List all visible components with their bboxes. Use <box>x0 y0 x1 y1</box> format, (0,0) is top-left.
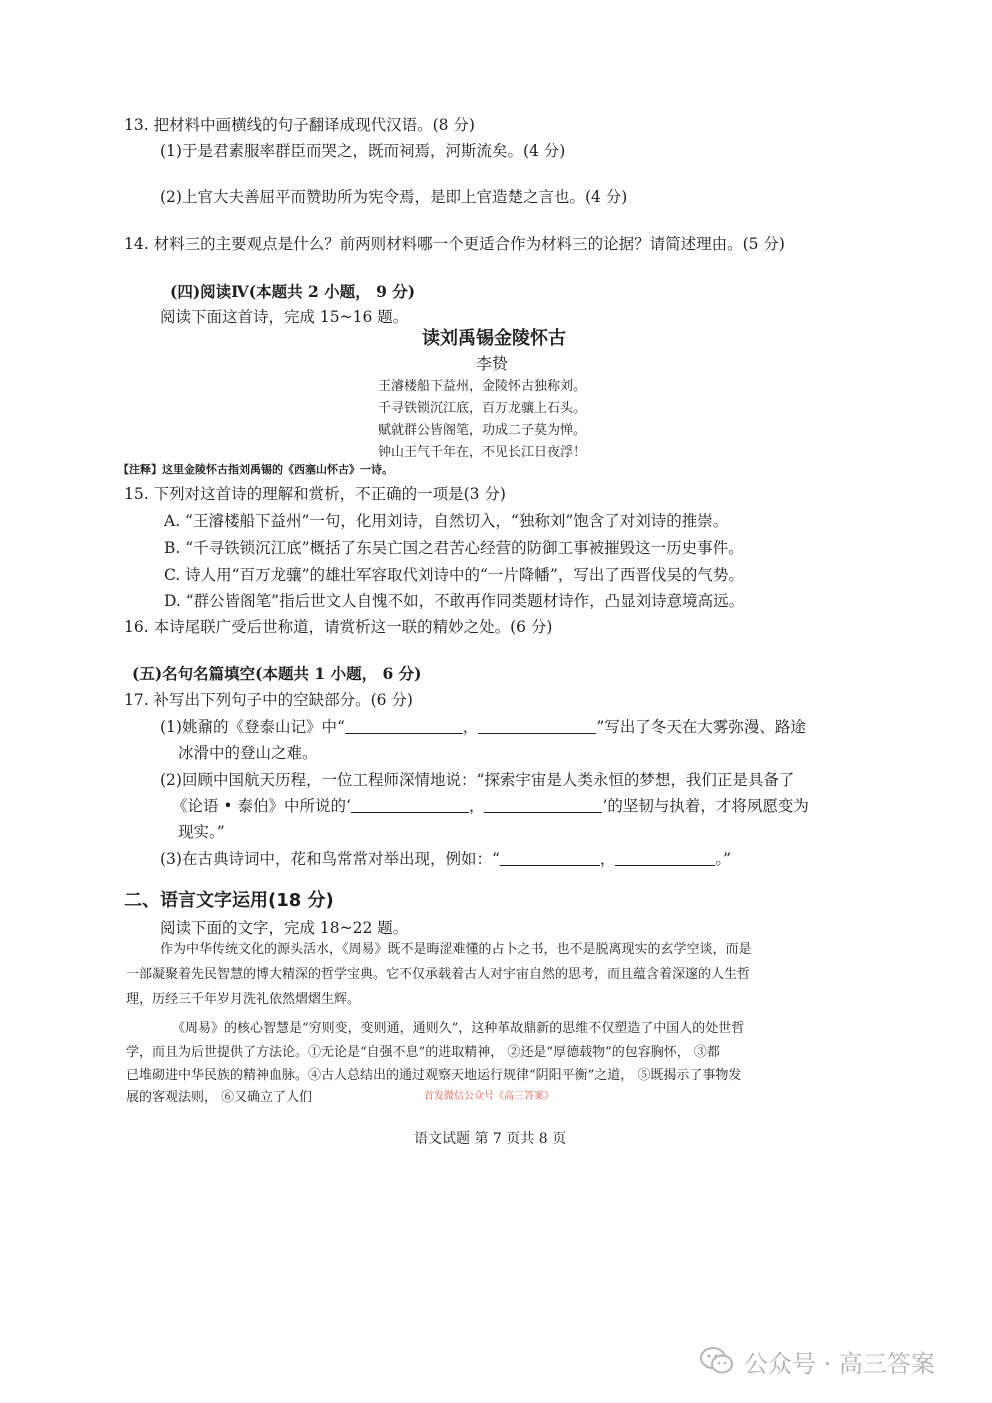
poem-note: 【注释】这里金陵怀古指刘禹锡的《西塞山怀古》一诗。 <box>118 463 393 476</box>
poem-author: 李贽 <box>476 354 509 373</box>
wechat-icon <box>700 1346 734 1376</box>
q17-s2-comma: ， <box>468 797 485 815</box>
answer-blank[interactable] <box>500 849 600 866</box>
q13-sub2: (2)上官大夫善屈平而赞助所为宪令焉，是即上官造楚之言也。(4 分) <box>160 188 628 206</box>
passage-p2-line: 展的客观法则， ⑥又确立了人们 <box>126 1090 313 1105</box>
passage-p1-line: 理，历经三千年岁月洗礼依然熠熠生辉。 <box>126 992 361 1007</box>
q17-s1-text-b: ”写出了冬天在大雾弥漫、路途 <box>596 718 806 736</box>
answer-blank[interactable] <box>615 849 715 866</box>
part2-heading: 二、语言文字运用(18 分) <box>124 890 334 911</box>
answer-blank[interactable] <box>484 796 602 813</box>
q13-sub1: (1)于是君素服率群臣而哭之，既而祠焉，河斯流矣。(4 分) <box>160 142 566 160</box>
section5-heading: (五)名句名篇填空(本题共 1 小题， 6 分) <box>132 664 422 683</box>
q16-stem: 16. 本诗尾联广受后世称道，请赏析这一联的精妙之处。(6 分) <box>124 618 553 636</box>
q17-s3-comma: ， <box>599 850 616 868</box>
answer-blank[interactable] <box>478 717 596 734</box>
passage-p2-line: 学，而且为后世提供了方法论。①无论是“自强不息”的进取精神， ②还是“厚德载物”的包容胸怀， ③都 <box>126 1045 720 1060</box>
q15-option-a: A. “王濬楼船下益州”一句，化用刘诗，自然切入，“独称刘”饱含了对刘诗的推崇。 <box>164 512 729 530</box>
poem-line: 赋就群公皆阁笔，功成二子莫为惮。 <box>378 423 587 438</box>
q17-s2-text-b: 《论语 • 泰伯》中所说的‘ <box>172 797 351 815</box>
q13-stem: 13. 把材料中画横线的句子翻译成现代汉语。(8 分) <box>124 116 475 134</box>
passage-p1-line: 一部凝聚着先民智慧的博大精深的哲学宝典。它不仅承载着古人对宇宙自然的思考，而且蕴含着深邃的人生哲 <box>126 967 751 982</box>
poem-title: 读刘禹锡金陵怀古 <box>422 328 566 349</box>
watermark-text: 首发微信公众号《高三答案》 <box>424 1091 554 1102</box>
passage-p1-line: 作为中华传统文化的源头活水，《周易》既不是晦涩难懂的占卜之书，也不是脱离现实的玄学空谈，而是 <box>160 942 752 957</box>
q17-s1-continued: 冰滑中的登山之难。 <box>178 744 318 762</box>
wechat-badge <box>700 1343 935 1379</box>
poem-line: 王濬楼船下益州，金陵怀古独称刘。 <box>378 379 587 394</box>
q17-s3-text-b: 。” <box>715 850 732 868</box>
q17-s3-text-a: (3)在古典诗词中，花和鸟常常对举出现，例如：“ <box>160 850 500 868</box>
q15-option-d: D. “群公皆阁笔”指后世文人自愧不如，不敢再作同类题材诗作，凸显刘诗意境高远。 <box>164 592 745 610</box>
q17-sentence2: (2)回顾中国航天历程，一位工程师深情地说：“探索宇宙是人类永恒的梦想，我们正是具备了 <box>160 771 795 789</box>
answer-blank[interactable] <box>345 717 463 734</box>
poem-line: 千寻铁锁沉江底，百万龙骧上石头。 <box>378 401 587 416</box>
section4-intro: 阅读下面这首诗，完成 15~16 题。 <box>160 308 409 326</box>
q17-s2-continued: 现实。” <box>178 823 225 841</box>
q17-s1-comma: ， <box>462 718 479 736</box>
q15-stem: 15. 下列对这首诗的理解和赏析，不正确的一项是(3 分) <box>124 485 506 503</box>
answer-blank[interactable] <box>351 796 469 813</box>
q17-sentence3 <box>160 848 731 870</box>
q14-stem: 14. 材料三的主要观点是什么？前两则材料哪一个更适合作为材料三的论据？请简述理由。(5 分) <box>124 235 785 253</box>
part2-intro: 阅读下面的文字，完成 18~22 题。 <box>160 919 409 937</box>
q17-s2-text-c: ’的坚韧与执着，才将夙愿变为 <box>602 797 809 815</box>
poem-line: 钟山王气千年在，不见长江日夜浮！ <box>378 445 587 460</box>
q15-option-c: C. 诗人用“百万龙骧”的雄壮军容取代刘诗中的“一片降幡”，写出了西晋伐吴的气势。 <box>164 566 744 584</box>
passage-p2-line: 《周易》的核心智慧是“穷则变，变则通，通则久”，这种革故鼎新的思维不仅塑造了中国人的处世哲 <box>172 1021 745 1036</box>
section4-heading: (四)阅读Ⅳ(本题共 2 小题， 9 分) <box>170 282 416 301</box>
q17-sentence1 <box>160 716 806 738</box>
q17-stem: 17. 补写出下列句子中的空缺部分。(6 分) <box>124 691 413 709</box>
q17-sentence2-line2 <box>172 795 809 817</box>
wechat-label: 公众号 · 高三答案 <box>744 1349 935 1378</box>
page-footer: 语文试题 第 7 页共 8 页 <box>414 1131 567 1147</box>
q15-option-b: B. “千寻铁锁沉江底”概括了东吴亡国之君苦心经营的防御工事被摧毁这一历史事件。 <box>164 539 744 557</box>
q17-s1-text-a: (1)姚鼐的《登泰山记》中“ <box>160 718 345 736</box>
passage-p2-line: 已堆砌进中华民族的精神血脉。④古人总结出的通过观察天地运行规律“阴阳平衡”之道， ⑤既揭示了事物发 <box>126 1068 742 1083</box>
